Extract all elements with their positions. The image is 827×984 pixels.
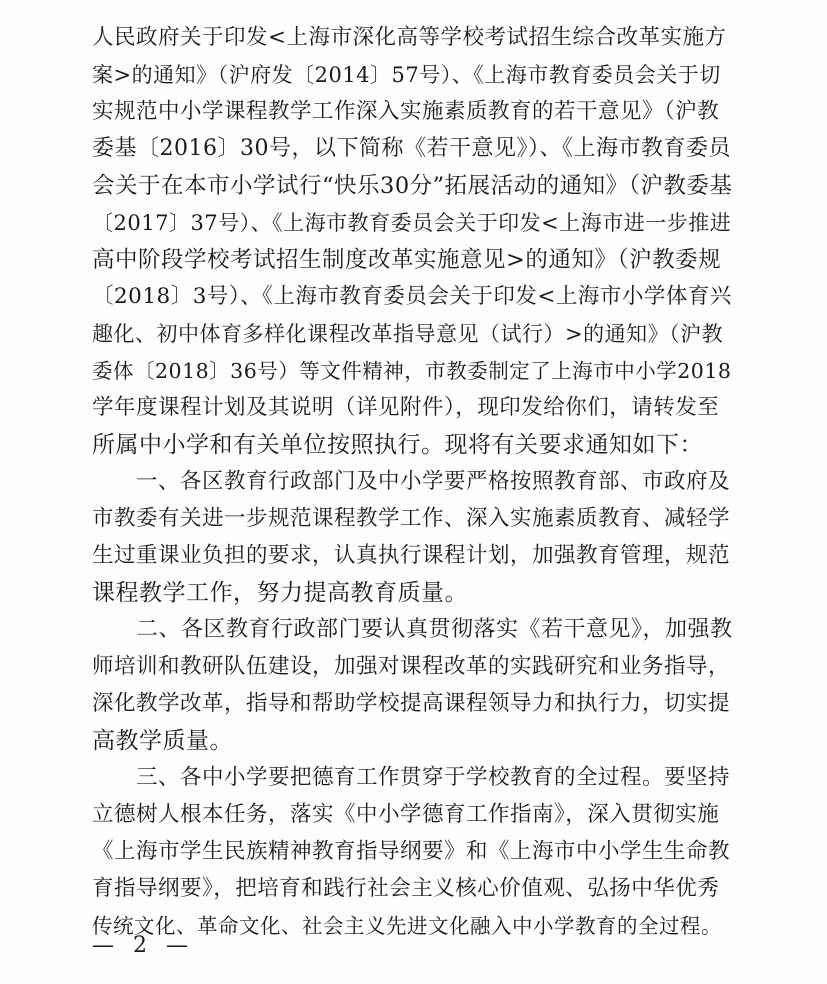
- text-line: 案>的通知》（沪府发〔2014〕57号）、《上海市教育委员会关于切: [92, 63, 721, 87]
- text-line: 传统文化、革命文化、社会主义先进文化融入中小学教育的全过程。: [92, 914, 722, 938]
- text-line: 人民政府关于印发<上海市深化高等学校考试招生综合改革实施方: [92, 25, 727, 50]
- text-line: 育指导纲要》，把培育和践行社会主义核心价值观、弘扬中华优秀: [92, 876, 720, 901]
- text-line: 趣化、初中体育多样化课程改革指导意见（试行）>的通知》（沪教: [92, 322, 724, 346]
- text-line: 立德树人根本任务，落实《中小学德育工作指南》，深入贯彻实施: [92, 802, 720, 827]
- text-line: 学年度课程计划及其说明（详见附件），现印发给你们，请转发至: [92, 395, 720, 420]
- text-line: 会关于在本市小学试行“快乐30分”拓展活动的通知》（沪教委基: [92, 173, 733, 199]
- text-line: 课程教学工作，努力提高教育质量。: [92, 580, 468, 606]
- text-line: 实规范中小学课程教学工作深入实施素质教育的若干意见》（沪教: [92, 99, 720, 124]
- text-line: 所属中小学和有关单位按照执行。现将有关要求通知如下：: [92, 432, 703, 458]
- text-line: 委基〔2016〕30号，以下简称《若干意见》）、《上海市教育委员: [92, 136, 731, 161]
- text-line: 高教学质量。: [92, 728, 233, 754]
- paragraph-2-start: 二、各区教育行政部门要认真贯彻落实《若干意见》，加强教: [136, 617, 733, 642]
- paragraph-1-start: 一、各区教育行政部门及中小学要严格按照教育部、市政府及: [136, 469, 731, 494]
- text-line: 深化教学改革，指导和帮助学校提高课程领导力和执行力，切实提: [92, 691, 731, 716]
- text-line: 委体〔2018〕36号）等文件精神，市教委制定了上海市中小学2018: [92, 359, 732, 383]
- paragraph-3-start: 三、各中小学要把德育工作贯穿于学校教育的全过程。要坚持: [136, 765, 731, 790]
- text-line: 〔2017〕37号）、《上海市教育委员会关于印发<上海市进一步推进: [92, 211, 732, 235]
- text-line: 师培训和教研队伍建设，加强对课程改革的实践研究和业务指导，: [92, 654, 731, 679]
- page-number: — 2 —: [92, 933, 194, 958]
- text-line: 市教委有关进一步规范课程教学工作、深入实施素质教育、减轻学: [92, 506, 731, 531]
- text-line: 《上海市学生民族精神教育指导纲要》和《上海市中小学生生命教: [92, 839, 731, 864]
- text-line: 生过重课业负担的要求，认真执行课程计划，加强教育管理，规范: [92, 543, 731, 568]
- text-line: 〔2018〕3号）、《上海市教育委员会关于印发<上海市小学体育兴: [92, 284, 732, 309]
- text-line: 高中阶段学校考试招生制度改革实施意见>的通知》（沪教委规: [92, 247, 722, 273]
